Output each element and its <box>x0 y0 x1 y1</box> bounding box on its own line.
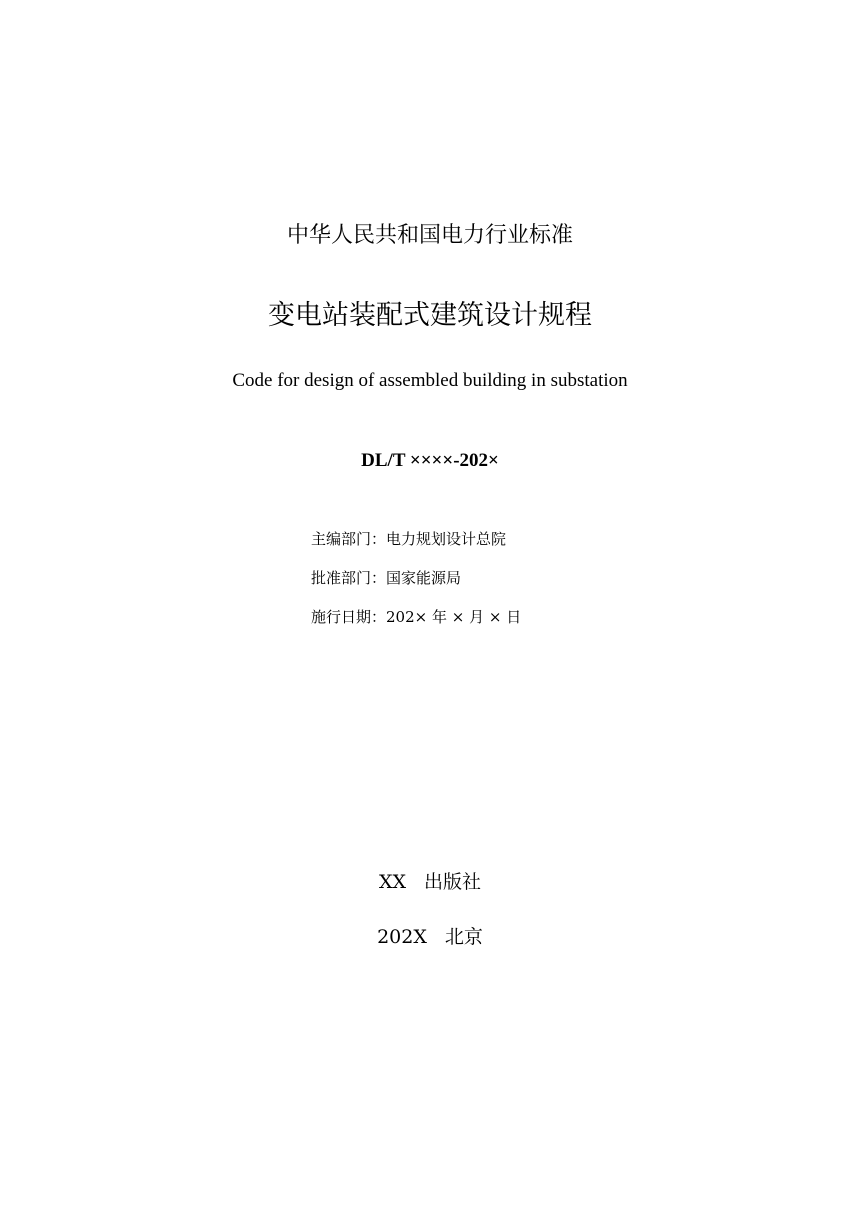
info-value: 国家能源局 <box>386 569 462 587</box>
industry-standard-heading: 中华人民共和国电力行业标准 <box>286 223 573 248</box>
publication-city: 北京 <box>444 926 483 948</box>
document-title-chinese: 变电站装配式建筑设计规程 <box>268 300 592 331</box>
info-row-approver <box>311 571 461 586</box>
info-value: 电力规划设计总院 <box>386 530 507 548</box>
publication-place-line <box>0 928 860 947</box>
publisher-code: XX <box>378 871 407 893</box>
info-row-editor <box>311 532 506 547</box>
publisher-line <box>0 873 860 892</box>
standard-code: DL/T ××××-202× <box>361 450 499 471</box>
info-label: 主编部门： <box>311 530 387 548</box>
document-title-english: Code for design of assembled building in substation <box>232 370 628 391</box>
publication-year: 202X <box>377 926 427 948</box>
info-label: 施行日期： <box>311 608 387 626</box>
info-value: 202× 年 × 月 × 日 <box>386 608 522 626</box>
publisher-name: 出版社 <box>424 871 482 893</box>
info-row-effective-date <box>311 610 521 625</box>
info-label: 批准部门： <box>311 569 387 587</box>
